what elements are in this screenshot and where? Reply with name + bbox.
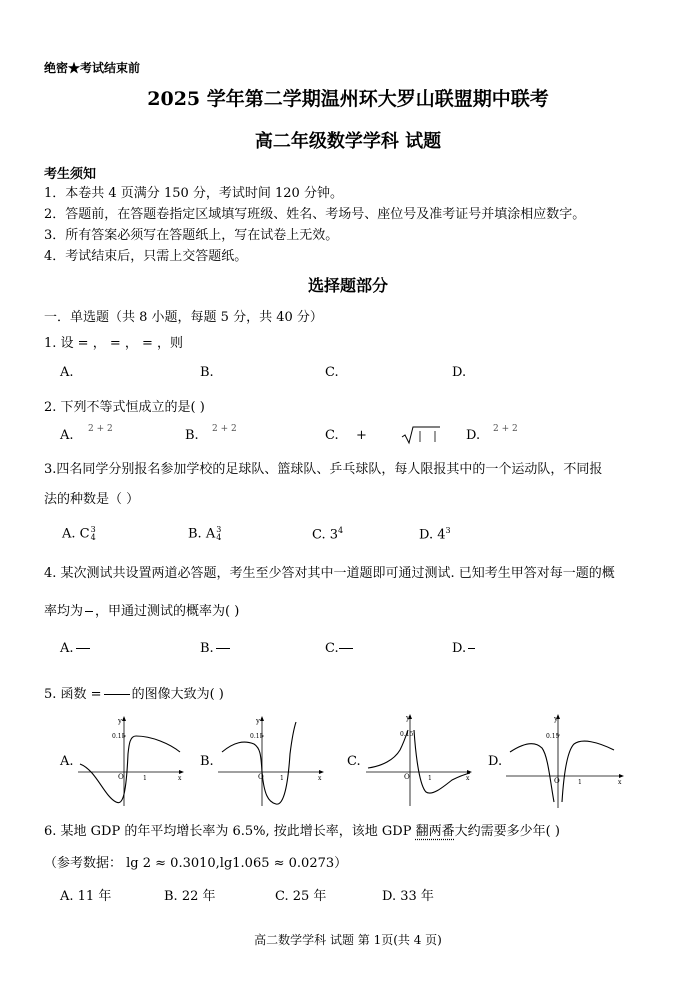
exam-subtitle: 高二年级数学学科 试题 (254, 131, 442, 152)
notice-item: 1．本卷共 4 页满分 150 分，考试时间 120 分钟。 (44, 186, 343, 201)
q6-option-a: A. 11 年 (60, 889, 112, 904)
svg-text:0.15: 0.15 (250, 733, 264, 740)
q4-option-a: A. (60, 641, 92, 656)
q6-option-c: C. 25 年 (275, 889, 327, 904)
q3-option-b: B. A 3 4 (188, 525, 222, 542)
notice-item: 2．答题前，在答题卷指定区域填写班级、姓名、考场号、座位号及准考证号并填涂相应数字。 (44, 207, 586, 222)
q6-stem: 6. 某地 GDP 的年平均增长率为 6.5%, 按此增长率，该地 GDP 翻两番大约需要多少年( ) (44, 824, 560, 839)
q4-stem-line2: 率均为 ，甲通过测试的概率为( ) (44, 604, 240, 619)
page-footer: 高二数学学科 试题 第 1页(共 4 页) (254, 933, 442, 947)
svg-text:y: y (118, 717, 122, 725)
svg-text:x: x (178, 775, 182, 782)
q4-option-d: D. (452, 641, 477, 656)
q2-option-c-math: + (356, 428, 367, 443)
svg-text:O: O (404, 773, 410, 781)
svg-text:0.15: 0.15 (546, 733, 560, 740)
q4-option-c: C. (325, 641, 355, 656)
section-title: 选择题部分 (307, 276, 388, 295)
svg-text:O: O (258, 773, 264, 781)
notice-item: 4．考试结束后，只需上交答题纸。 (44, 249, 248, 264)
q2-option-b-math: 2 + 2 (212, 424, 237, 434)
notice-heading: 考生须知 (44, 167, 97, 182)
q5-option-d: D. (488, 754, 503, 769)
q2-option-d-math: 2 + 2 (493, 424, 518, 434)
q6-option-b: B. 22 年 (164, 889, 216, 904)
q5-graph-a (74, 714, 186, 810)
q2-option-c: C. (325, 428, 339, 443)
q3-stem-line2: 法的种数是（ ） (44, 492, 140, 507)
q5-stem: 5. 函数 = 的图像大致为( ) (44, 687, 224, 702)
notice-item: 3．所有答案必须写在答题纸上，写在试卷上无效。 (44, 228, 339, 243)
q3-stem-line1: 3.四名同学分别报名参加学校的足球队、篮球队、乒乓球队，每人限报其中的一个运动队，不同报 (44, 462, 603, 477)
q4-stem-line1: 4. 某次测试共设置两道必答题，考生至少答对其中一道题即可通过测试. 已知考生甲答对每一题的概 (44, 566, 615, 581)
q2-stem: 2. 下列不等式恒成立的是( ) (44, 400, 205, 415)
confidential-label: 绝密★考试结束前 (44, 61, 141, 75)
svg-text:O: O (554, 777, 560, 785)
q3-option-d: D. $4^3$ (419, 526, 451, 543)
svg-text:1: 1 (578, 779, 582, 786)
q2-option-a: A. (60, 428, 74, 443)
svg-text:1: 1 (143, 775, 147, 782)
q1-stem: 1. 设 = ， = ， = ，则 (44, 336, 184, 351)
exam-title: 2025 学年第二学期温州环大罗山联盟期中联考 (147, 88, 549, 110)
part-heading: 一．单选题（共 8 小题，每题 5 分，共 40 分） (44, 310, 323, 325)
q5-graph-c (362, 710, 474, 810)
svg-text:y: y (554, 715, 558, 723)
svg-text:0.15: 0.15 (112, 733, 126, 740)
svg-text:x: x (466, 775, 470, 782)
svg-text:1: 1 (280, 775, 284, 782)
svg-text:0.15: 0.15 (400, 731, 414, 738)
q3-option-c: C. $3^4$ (312, 526, 344, 543)
q1-option-b: B. (200, 365, 214, 380)
q5-graph-d (502, 710, 626, 810)
svg-text:y: y (256, 717, 260, 725)
q5-option-b: B. (200, 754, 214, 769)
svg-text:O: O (118, 773, 124, 781)
q5-option-a: A. (60, 754, 74, 769)
svg-text:x: x (318, 775, 322, 782)
q6-option-d: D. 33 年 (382, 889, 434, 904)
svg-text:x: x (618, 779, 622, 786)
svg-text:1: 1 (428, 775, 432, 782)
svg-text:y: y (406, 714, 410, 722)
q1-option-a: A. (60, 365, 74, 380)
q1-option-c: C. (325, 365, 339, 380)
q2-option-d: D. (466, 428, 481, 443)
q2-option-a-math: 2 + 2 (88, 424, 113, 434)
q2-option-b: B. (185, 428, 199, 443)
q1-option-d: D. (452, 365, 467, 380)
q4-option-b: B. (200, 641, 232, 656)
q5-graph-b (214, 714, 326, 810)
q6-reference: （参考数据： lg 2 ≈ 0.3010,lg1.065 ≈ 0.0273） (44, 856, 348, 871)
sqrt-symbol-icon (400, 425, 442, 445)
q5-option-c: C. (347, 754, 361, 769)
q3-option-a: A. C 3 4 (62, 525, 96, 542)
